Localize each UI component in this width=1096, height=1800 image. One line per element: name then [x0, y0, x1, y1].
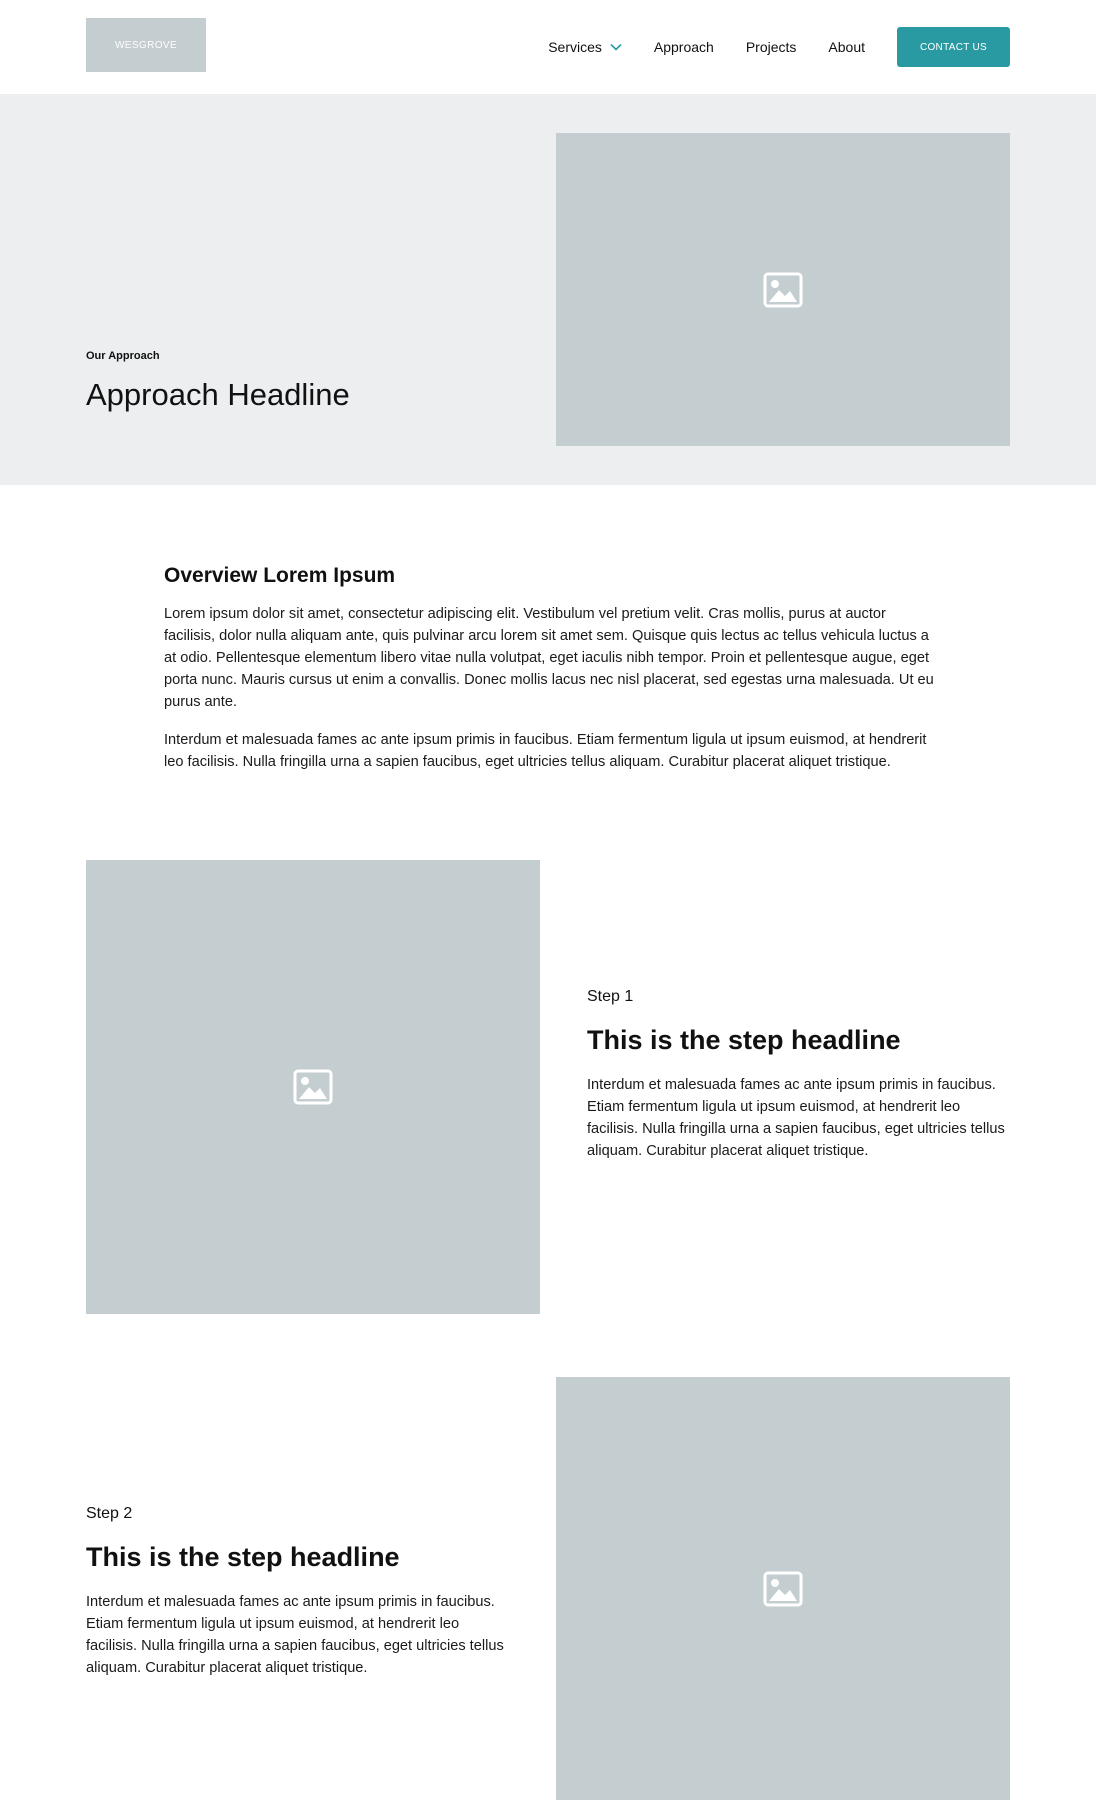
chevron-down-icon	[610, 43, 622, 51]
step-label: Step 2	[86, 1505, 133, 1522]
step2-content	[86, 1505, 506, 1679]
nav-item-label: Approach	[653, 39, 714, 55]
step-headline: This is the step headline	[86, 1542, 400, 1572]
overview-paragraph: Interdum et malesuada fames ac ante ipsum primis in faucibus. Etiam fermentum ligula ut ipsum euismod, at hendrerit leo facilisis. Nulla fringilla urna a sapien faucibus, eget ultricies tellus aliquam. Curabitur placerat aliquet tristique.	[164, 732, 927, 770]
nav-item-projects[interactable]	[746, 39, 797, 55]
nav-item-services[interactable]	[548, 39, 622, 55]
contact-us-button[interactable]: CONTACT US	[897, 27, 1010, 67]
hero-eyebrow: Our Approach	[86, 350, 160, 362]
main-nav	[548, 27, 1010, 67]
step1-image-placeholder	[86, 860, 540, 1314]
logo-text: WESGROVE	[114, 39, 178, 51]
nav-item-label: Services	[548, 39, 602, 55]
nav-item-about[interactable]	[828, 39, 865, 55]
step1-content	[587, 988, 1007, 1162]
page-title: Approach Headline	[86, 377, 350, 412]
nav-item-approach[interactable]	[654, 39, 714, 55]
nav-item-label: About	[828, 39, 865, 55]
image-icon	[763, 272, 803, 308]
step-body: Interdum et malesuada fames ac ante ipsum primis in faucibus. Etiam fermentum ligula ut ipsum euismod, at hendrerit leo facilisis. Nulla fringilla urna a sapien faucibus, eget ultricies tellus aliquam. Curabitur placerat aliquet tristique.	[587, 1077, 1005, 1159]
step-headline: This is the step headline	[587, 1025, 901, 1055]
site-header	[0, 0, 1096, 94]
step2-image-placeholder	[556, 1377, 1010, 1800]
hero-image-placeholder	[556, 133, 1010, 446]
overview-paragraph: Lorem ipsum dolor sit amet, consectetur adipiscing elit. Vestibulum vel pretium velit. Cras mollis, purus at auctor facilisis, dolor nulla aliquam ante, quis pulvinar arcu lorem sit amet sem. Quisque quis lectus ac tellus vehicula luctus a at odio. Pellentesque elementum libero vitae nulla volutpat, eget iaculis nibh tempor. Proin et pellentesque augue, eget porta nunc. Mauris cursus ut enim a convallis. Donec mollis lacus nec nisl placerat, sed egestas urna malesuada. Ut eu purus ante.	[164, 606, 934, 710]
image-icon	[293, 1069, 333, 1105]
overview-section	[164, 563, 934, 789]
nav-item-label: Projects	[745, 39, 797, 55]
step-label: Step 1	[587, 988, 634, 1005]
overview-title: Overview Lorem Ipsum	[164, 564, 396, 587]
image-icon	[763, 1571, 803, 1607]
step-body: Interdum et malesuada fames ac ante ipsum primis in faucibus. Etiam fermentum ligula ut ipsum euismod, at hendrerit leo facilisis. Nulla fringilla urna a sapien faucibus, eget ultricies tellus aliquam. Curabitur placerat aliquet tristique.	[86, 1594, 504, 1676]
logo[interactable]	[86, 18, 206, 72]
